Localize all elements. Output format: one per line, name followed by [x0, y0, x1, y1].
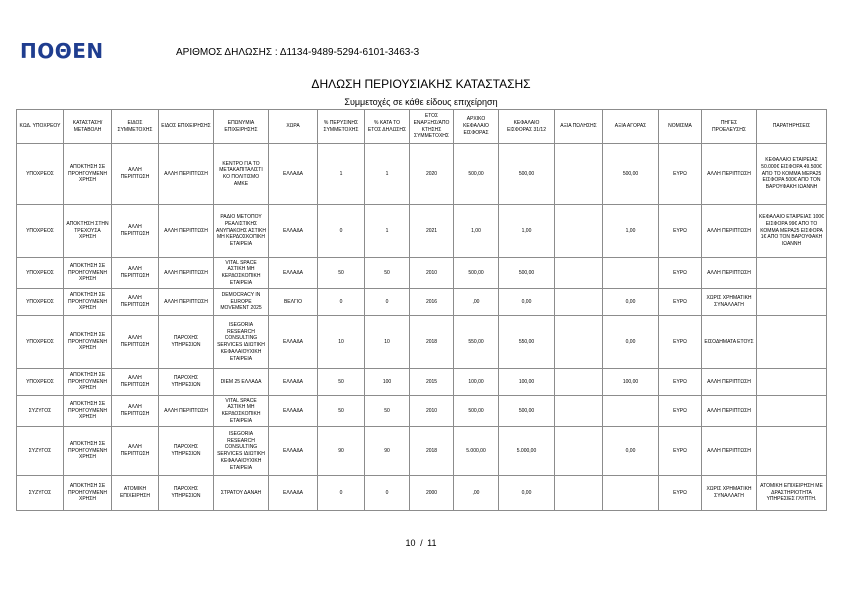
table-cell: 0,00: [603, 316, 659, 369]
table-cell: 50: [365, 258, 410, 289]
table-cell: ΕΥΡΩ: [659, 476, 702, 511]
page-separator: /: [420, 538, 423, 548]
table-row: [17, 369, 827, 396]
table-cell: ΕΛΛΑΔΑ: [269, 369, 318, 396]
column-header: ΚΑΤΑΣΤΑΣΗ/ ΜΕΤΑΒΟΛΗ: [64, 110, 112, 144]
table-row: [17, 205, 827, 258]
table-cell: 50: [318, 258, 365, 289]
table-cell: [757, 427, 827, 476]
table-cell: ΑΛΛΗ ΠΕΡΙΠΤΩΣΗ: [112, 144, 159, 205]
table-cell: 0,00: [603, 427, 659, 476]
table-cell: ΕΛΛΑΔΑ: [269, 396, 318, 427]
table-cell: ΑΛΛΗ ΠΕΡΙΠΤΩΣΗ: [112, 427, 159, 476]
table-cell: [603, 396, 659, 427]
table-row: [17, 289, 827, 316]
table-cell: ΚΕΦΑΛΑΙΟ ΕΤΑΙΡΕΙΑΣ 50.000€ ΕΙΣΦΟΡΑ 49.500€ ΑΠΟ ΤΟ ΚΟΜΜΑ ΜΕΡΑ25 ΕΙΣΦΟΡΑ 500€ ΑΠΟ ΤΟΝ ΒΑΡΟΥΦΑΚΗ ΙΩΑΝΝΗ: [757, 144, 827, 205]
table-cell: ΑΛΛΗ ΠΕΡΙΠΤΩΣΗ: [112, 316, 159, 369]
column-header: ΚΩΔ. ΥΠΟΧΡΕΟΥ: [17, 110, 64, 144]
column-header: ΑΞΙΑ ΑΓΟΡΑΣ: [603, 110, 659, 144]
table-cell: 0: [318, 289, 365, 316]
table-cell: 1,00: [603, 205, 659, 258]
table-cell: 550,00: [499, 316, 555, 369]
table-row: [17, 258, 827, 289]
table-cell: ΠΑΡΟΧΗΣ ΥΠΗΡΕΣΙΩΝ: [159, 316, 214, 369]
column-header: % ΠΕΡΥΣΙΝΗΣ ΣΥΜΜΕΤΟΧΗΣ: [318, 110, 365, 144]
table-cell: VITAL SPACE ΑΣΤΙΚΗ ΜΗ ΚΕΡΔΟΣΚΟΠΙΚΗ ΕΤΑΙΡΕΙΑ: [214, 396, 269, 427]
table-cell: 90: [318, 427, 365, 476]
table-cell: 10: [365, 316, 410, 369]
table-cell: [555, 258, 603, 289]
table-cell: ΑΠΟΚΤΗΣΗ ΣΕ ΠΡΟΗΓΟΥΜΕΝΗ ΧΡΗΣΗ: [64, 316, 112, 369]
table-cell: ΥΠΟΧΡΕΟΣ: [17, 289, 64, 316]
table-cell: ΕΥΡΩ: [659, 258, 702, 289]
table-cell: 2021: [410, 205, 454, 258]
table-cell: 500,00: [499, 144, 555, 205]
table-cell: [555, 396, 603, 427]
table-cell: 10: [318, 316, 365, 369]
table-cell: ΑΤΟΜΙΚΗ ΕΠΙΧΕΙΡΗΣΗ ΜΕ ΔΡΑΣΤΗΡΙΟΤΗΤΑ ΥΠΗΡΕΣΙΕΣ ΓΛΥΠΤΗ.: [757, 476, 827, 511]
table-cell: ΑΛΛΗ ΠΕΡΙΠΤΩΣΗ: [112, 289, 159, 316]
column-header: ΕΤΟΣ ΕΝΑΡΞΗΣ/ΑΠΟ ΚΤΗΣΗΣ ΣΥΜΜΕΤΟΧΗΣ: [410, 110, 454, 144]
table-cell: ΑΛΛΗ ΠΕΡΙΠΤΩΣΗ: [112, 205, 159, 258]
column-header: ΝΟΜΙΣΜΑ: [659, 110, 702, 144]
total-pages: 11: [427, 538, 437, 548]
table-cell: 500,00: [454, 144, 499, 205]
table-cell: 50: [365, 396, 410, 427]
table-cell: ΥΠΟΧΡΕΟΣ: [17, 316, 64, 369]
table-cell: 1: [365, 144, 410, 205]
table-cell: 0,00: [603, 289, 659, 316]
page-title: ΔΗΛΩΣΗ ΠΕΡΙΟΥΣΙΑΚΗΣ ΚΑΤΑΣΤΑΣΗΣ: [311, 77, 531, 91]
table-cell: ΣΤΡΑΤΟΥ ΔΑΝΑΗ: [214, 476, 269, 511]
table-cell: ISEGORIA RESEARCH CONSULTING SERVICES ΙΔΙΩΤΙΚΗ ΚΕΦΑΛΑΙΟΥΧΙΚΗ ΕΤΑΙΡΕΙΑ: [214, 427, 269, 476]
table-cell: ΑΛΛΗ ΠΕΡΙΠΤΩΣΗ: [159, 396, 214, 427]
table-cell: VITAL SPACE ΑΣΤΙΚΗ ΜΗ ΚΕΡΔΟΣΚΟΠΙΚΗ ΕΤΑΙΡΕΙΑ: [214, 258, 269, 289]
table-cell: ΑΠΟΚΤΗΣΗ ΣΤΗΝ ΤΡΕΧΟΥΣΑ ΧΡΗΣΗ: [64, 205, 112, 258]
table-cell: 2010: [410, 258, 454, 289]
table-cell: ΥΠΟΧΡΕΟΣ: [17, 144, 64, 205]
table-cell: [757, 316, 827, 369]
table-cell: ΑΠΟΚΤΗΣΗ ΣΕ ΠΡΟΗΓΟΥΜΕΝΗ ΧΡΗΣΗ: [64, 396, 112, 427]
table-cell: 100,00: [454, 369, 499, 396]
table-cell: [555, 316, 603, 369]
table-cell: ΕΥΡΩ: [659, 205, 702, 258]
table-cell: [757, 396, 827, 427]
table-cell: [757, 258, 827, 289]
table-cell: [555, 205, 603, 258]
table-cell: ΕΥΡΩ: [659, 289, 702, 316]
table-cell: 2010: [410, 396, 454, 427]
table-cell: 2015: [410, 369, 454, 396]
table-cell: ΕΛΛΑΔΑ: [269, 205, 318, 258]
table-cell: 0: [318, 205, 365, 258]
table-cell: ΕΥΡΩ: [659, 396, 702, 427]
table-cell: ΠΑΡΟΧΗΣ ΥΠΗΡΕΣΙΩΝ: [159, 369, 214, 396]
table-cell: 2000: [410, 476, 454, 511]
table-body: [17, 144, 827, 511]
table-cell: ΕΛΛΑΔΑ: [269, 476, 318, 511]
table-cell: ΕΛΛΑΔΑ: [269, 258, 318, 289]
table-cell: ΧΩΡΙΣ ΧΡΗΜΑΤΙΚΗ ΣΥΝΑΛΛΑΓΗ: [702, 289, 757, 316]
table-cell: 0: [365, 289, 410, 316]
table-cell: 1,00: [454, 205, 499, 258]
column-header: ΧΩΡΑ: [269, 110, 318, 144]
table-cell: ΕΙΣΟΔΗΜΑΤΑ ΕΤΟΥΣ: [702, 316, 757, 369]
table-cell: ΣΥΖΥΓΟΣ: [17, 427, 64, 476]
table-cell: ΑΛΛΗ ΠΕΡΙΠΤΩΣΗ: [702, 427, 757, 476]
table-cell: ΠΑΡΟΧΗΣ ΥΠΗΡΕΣΙΩΝ: [159, 427, 214, 476]
column-header: ΕΙΔΟΣ ΣΥΜΜΕΤΟΧΗΣ: [112, 110, 159, 144]
participations-table: [16, 109, 827, 511]
column-header: ΠΗΓΕΣ ΠΡΟΕΛΕΥΣΗΣ: [702, 110, 757, 144]
table-cell: ΕΥΡΩ: [659, 144, 702, 205]
table-cell: ΥΠΟΧΡΕΟΣ: [17, 205, 64, 258]
table-cell: 100,00: [499, 369, 555, 396]
table-cell: ΑΛΛΗ ΠΕΡΙΠΤΩΣΗ: [159, 289, 214, 316]
table-cell: 100,00: [603, 369, 659, 396]
column-header: ΑΡΧΙΚΟ ΚΕΦΑΛΑΙΟ ΕΙΣΦΟΡΑΣ: [454, 110, 499, 144]
table-cell: 50: [318, 396, 365, 427]
table-cell: ISEGORIA RESEARCH CONSULTING SERVICES ΙΔΙΩΤΙΚΗ ΚΕΦΑΛΑΙΟΥΧΙΚΗ ΕΤΑΙΡΕΙΑ: [214, 316, 269, 369]
table-cell: 2020: [410, 144, 454, 205]
table-row: [17, 476, 827, 511]
table-cell: ,00: [454, 476, 499, 511]
table-cell: ,00: [454, 289, 499, 316]
table-cell: ΕΥΡΩ: [659, 369, 702, 396]
table-cell: DEMOCRACY IN EUROPE MOVEMENT 2025: [214, 289, 269, 316]
table-cell: 500,00: [454, 258, 499, 289]
table-cell: 0: [318, 476, 365, 511]
table-cell: ΑΛΛΗ ΠΕΡΙΠΤΩΣΗ: [159, 258, 214, 289]
table-cell: ΠΑΡΟΧΗΣ ΥΠΗΡΕΣΙΩΝ: [159, 476, 214, 511]
table-cell: ΑΛΛΗ ΠΕΡΙΠΤΩΣΗ: [159, 144, 214, 205]
table-cell: 0: [365, 476, 410, 511]
column-header: ΕΙΔΟΣ ΕΠΙΧΕΙΡΗΣΗΣ: [159, 110, 214, 144]
table-cell: 0,00: [499, 289, 555, 316]
column-header: ΠΑΡΑΤΗΡΗΣΕΙΣ: [757, 110, 827, 144]
table-cell: ΑΛΛΗ ΠΕΡΙΠΤΩΣΗ: [702, 396, 757, 427]
table-cell: ΑΠΟΚΤΗΣΗ ΣΕ ΠΡΟΗΓΟΥΜΕΝΗ ΧΡΗΣΗ: [64, 144, 112, 205]
table-cell: 100: [365, 369, 410, 396]
table-cell: ΚΕΦΑΛΑΙΟ ΕΤΑΙΡΕΙΑΣ 100€ ΕΙΣΦΟΡΑ 99€ ΑΠΟ ΤΟ ΚΟΜΜΑ ΜΕΡΑ25 ΕΙΣΦΟΡΑ 1€ ΑΠΟ ΤΟΝ ΒΑΡΟΥΦΑΚΗ ΙΩΑΝΝΗ: [757, 205, 827, 258]
table-cell: 0,00: [499, 476, 555, 511]
table-cell: 5.000,00: [454, 427, 499, 476]
table-cell: ΑΛΛΗ ΠΕΡΙΠΤΩΣΗ: [159, 205, 214, 258]
column-header: ΕΠΩΝΥΜΙΑ ΕΠΙΧΕΙΡΗΣΗΣ: [214, 110, 269, 144]
table-cell: ΧΩΡΙΣ ΧΡΗΜΑΤΙΚΗ ΣΥΝΑΛΛΑΓΗ: [702, 476, 757, 511]
table-cell: ΣΥΖΥΓΟΣ: [17, 396, 64, 427]
table-cell: 1: [318, 144, 365, 205]
table-cell: ΑΛΛΗ ΠΕΡΙΠΤΩΣΗ: [702, 369, 757, 396]
table-cell: 50: [318, 369, 365, 396]
table-cell: ΒΕΛΓΙΟ: [269, 289, 318, 316]
page-number: [0, 538, 842, 548]
table-cell: 2018: [410, 427, 454, 476]
table-cell: [555, 289, 603, 316]
table-cell: 90: [365, 427, 410, 476]
table-row: [17, 427, 827, 476]
table-cell: 1,00: [499, 205, 555, 258]
table-cell: ΕΛΛΑΔΑ: [269, 144, 318, 205]
table-row: [17, 316, 827, 369]
pothen-logo: ΠΟΘΕΝ: [20, 39, 104, 63]
table-cell: ΕΥΡΩ: [659, 427, 702, 476]
table-cell: ΥΠΟΧΡΕΟΣ: [17, 369, 64, 396]
table-cell: ΣΥΖΥΓΟΣ: [17, 476, 64, 511]
table-cell: [555, 476, 603, 511]
table-cell: ΥΠΟΧΡΕΟΣ: [17, 258, 64, 289]
table-cell: [555, 427, 603, 476]
table-cell: 2018: [410, 316, 454, 369]
table-cell: ΑΠΟΚΤΗΣΗ ΣΕ ΠΡΟΗΓΟΥΜΕΝΗ ΧΡΗΣΗ: [64, 476, 112, 511]
table-cell: [757, 369, 827, 396]
column-header: % ΚΑΤΑ ΤΟ ΕΤΟΣ ΔΗΛΩΣΗΣ: [365, 110, 410, 144]
table-cell: ΑΤΟΜΙΚΗ ΕΠΙΧΕΙΡΗΣΗ: [112, 476, 159, 511]
table-cell: [603, 476, 659, 511]
table-cell: ΑΠΟΚΤΗΣΗ ΣΕ ΠΡΟΗΓΟΥΜΕΝΗ ΧΡΗΣΗ: [64, 369, 112, 396]
table-cell: ΕΛΛΑΔΑ: [269, 316, 318, 369]
table-cell: 500,00: [603, 144, 659, 205]
column-header: ΑΞΙΑ ΠΩΛΗΣΗΣ: [555, 110, 603, 144]
current-page: 10: [405, 538, 416, 548]
table-cell: [603, 258, 659, 289]
table-cell: ΑΛΛΗ ΠΕΡΙΠΤΩΣΗ: [112, 369, 159, 396]
table-cell: ΑΛΛΗ ΠΕΡΙΠΤΩΣΗ: [702, 205, 757, 258]
table-cell: 500,00: [499, 258, 555, 289]
table-cell: 5.000,00: [499, 427, 555, 476]
table-cell: ΡΑΔΙΟ ΜΕΤΟΠΟΥ ΡΕΑΛΙΣΤΙΚΗΣ ΑΝΥΠΑΚΟΗΣ ΑΣΤΙΚΗ ΜΗ ΚΕΡΔΟΣΚΟΠΙΚΗ ΕΤΑΙΡΕΙΑ: [214, 205, 269, 258]
table-cell: ΑΛΛΗ ΠΕΡΙΠΤΩΣΗ: [702, 258, 757, 289]
table-cell: ΕΛΛΑΔΑ: [269, 427, 318, 476]
table-cell: ΑΠΟΚΤΗΣΗ ΣΕ ΠΡΟΗΓΟΥΜΕΝΗ ΧΡΗΣΗ: [64, 427, 112, 476]
table-cell: [555, 144, 603, 205]
table-cell: 500,00: [454, 396, 499, 427]
table-cell: [555, 369, 603, 396]
table-row: [17, 144, 827, 205]
column-header: ΚΕΦΑΛΑΙΟ ΕΙΣΦΟΡΑΣ 31/12: [499, 110, 555, 144]
table-cell: ΚΕΝΤΡΟ ΓΙΑ ΤΟ ΜΕΤΑΚΑΠΙΤΑΛΙΣΤΙ ΚΟ ΠΟΛΙΤΙΣΜΟ ΑΜΚΕ: [214, 144, 269, 205]
table-row: [17, 396, 827, 427]
table-cell: ΑΛΛΗ ΠΕΡΙΠΤΩΣΗ: [112, 258, 159, 289]
table-cell: ΕΥΡΩ: [659, 316, 702, 369]
section-subtitle: Συμμετοχές σε κάθε είδους επιχείρηση: [344, 97, 498, 107]
table-cell: ΑΛΛΗ ΠΕΡΙΠΤΩΣΗ: [112, 396, 159, 427]
table-cell: 500,00: [499, 396, 555, 427]
table-cell: ΑΛΛΗ ΠΕΡΙΠΤΩΣΗ: [702, 144, 757, 205]
table-header-row: [17, 110, 827, 144]
table-cell: 1: [365, 205, 410, 258]
table-cell: 2016: [410, 289, 454, 316]
table-cell: ΑΠΟΚΤΗΣΗ ΣΕ ΠΡΟΗΓΟΥΜΕΝΗ ΧΡΗΣΗ: [64, 289, 112, 316]
declaration-number: ΑΡΙΘΜΟΣ ΔΗΛΩΣΗΣ : Δ1134-9489-5294-6101-3463-3: [176, 47, 420, 58]
table-cell: 550,00: [454, 316, 499, 369]
table-cell: ΑΠΟΚΤΗΣΗ ΣΕ ΠΡΟΗΓΟΥΜΕΝΗ ΧΡΗΣΗ: [64, 258, 112, 289]
table-cell: DIEM 25 ΕΛΛΑΔΑ: [214, 369, 269, 396]
table-cell: [757, 289, 827, 316]
